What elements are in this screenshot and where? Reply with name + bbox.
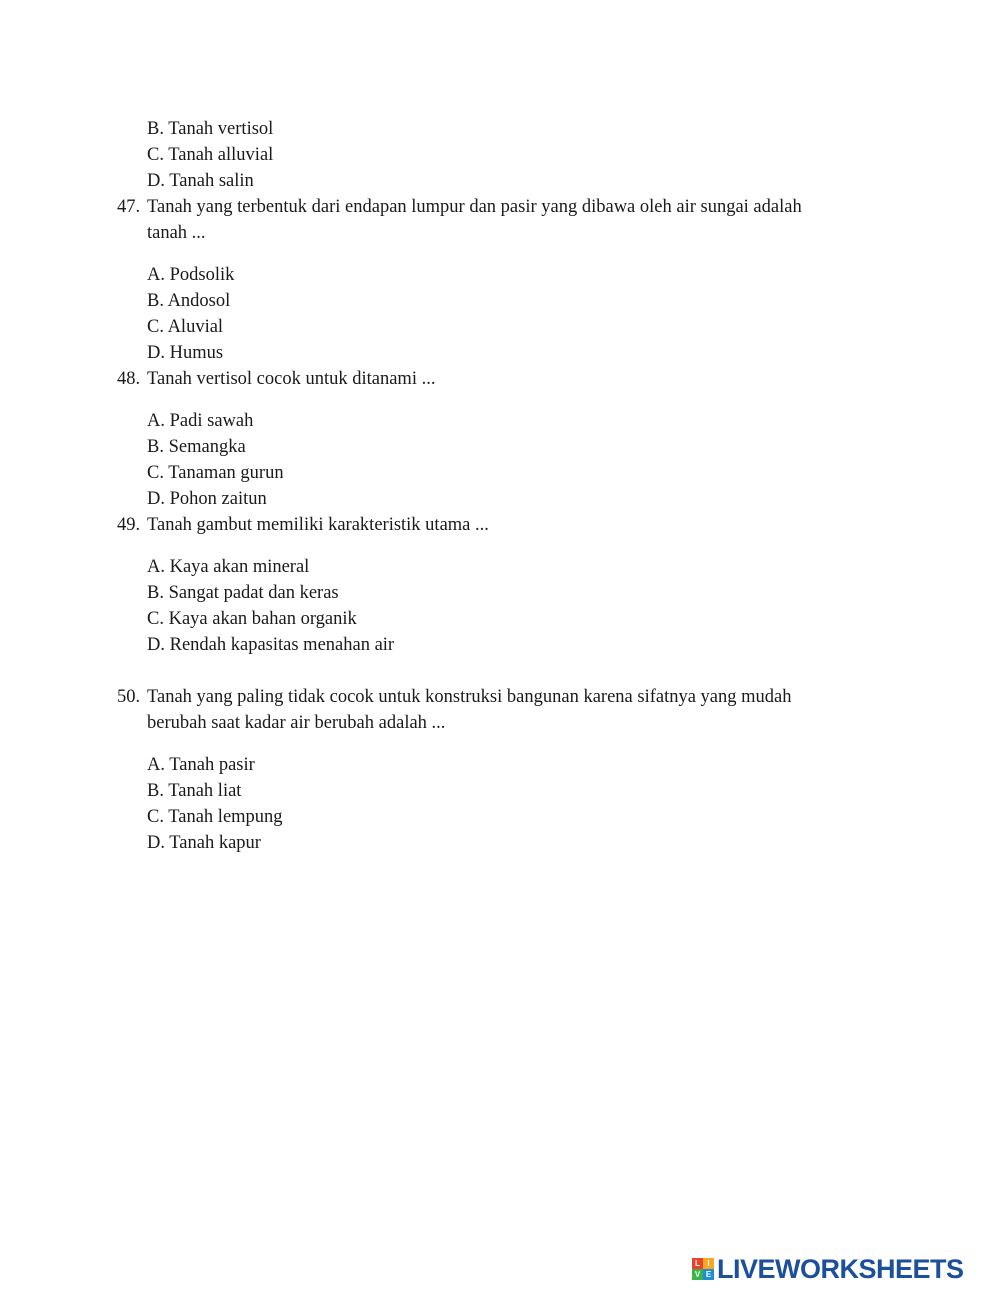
q49-option-c: C. Kaya akan bahan organik	[147, 609, 357, 629]
q50-option-b: B. Tanah liat	[147, 781, 242, 801]
liveworksheets-logo-text: LIVEWORKSHEETS	[717, 1253, 964, 1284]
q47-option-a: A. Podsolik	[147, 265, 235, 285]
q47-text-line1: Tanah yang terbentuk dari endapan lumpur dan pasir yang dibawa oleh air sungai adalah	[147, 197, 802, 217]
q48-option-b: B. Semangka	[147, 437, 246, 457]
q50-number: 50.	[117, 687, 141, 707]
q47-option-b: B. Andosol	[147, 291, 231, 311]
q47-text-line2: tanah ...	[147, 223, 206, 243]
q49-option-d: D. Rendah kapasitas menahan air	[147, 635, 395, 655]
q46-option-d: D. Tanah salin	[147, 171, 254, 191]
q49-option-b: B. Sangat padat dan keras	[147, 583, 339, 603]
q48-text-line1: Tanah vertisol cocok untuk ditanami ...	[147, 369, 436, 389]
q49-number: 49.	[117, 515, 141, 535]
liveworksheets-logo	[692, 1253, 964, 1284]
q49-option-a: A. Kaya akan mineral	[147, 557, 310, 577]
q48-option-d: D. Pohon zaitun	[147, 489, 267, 509]
q49-text-line1: Tanah gambut memiliki karakteristik utama ...	[147, 515, 489, 535]
q48-option-c: C. Tanaman gurun	[147, 463, 284, 483]
logo-tile-i: I	[703, 1258, 714, 1269]
logo-tile-v: V	[692, 1269, 703, 1280]
q50-text-line2: berubah saat kadar air berubah adalah ...	[147, 713, 446, 733]
q50-option-a: A. Tanah pasir	[147, 755, 255, 775]
q50-text-line1: Tanah yang paling tidak cocok untuk konstruksi bangunan karena sifatnya yang mudah	[147, 687, 792, 707]
liveworksheets-logo-icon	[692, 1258, 714, 1280]
q47-option-d: D. Humus	[147, 343, 224, 363]
logo-tile-l: L	[692, 1258, 703, 1269]
q50-option-d: D. Tanah kapur	[147, 833, 261, 853]
q46-option-b: B. Tanah vertisol	[147, 119, 274, 139]
q47-number: 47.	[117, 197, 141, 217]
q46-option-c: C. Tanah alluvial	[147, 145, 274, 165]
q47-option-c: C. Aluvial	[147, 317, 224, 337]
logo-tile-e: E	[703, 1269, 714, 1280]
q50-option-c: C. Tanah lempung	[147, 807, 283, 827]
q48-option-a: A. Padi sawah	[147, 411, 254, 431]
q48-number: 48.	[117, 369, 141, 389]
